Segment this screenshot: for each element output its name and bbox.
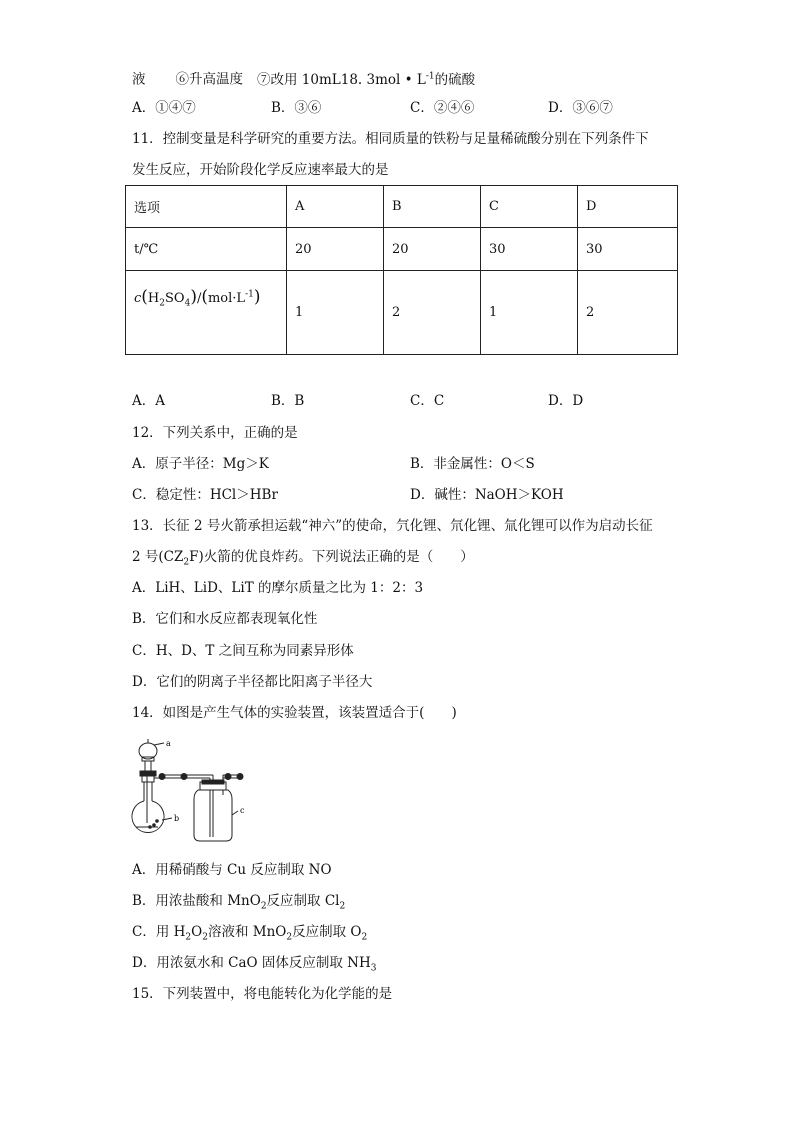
q11-option-d: D．D [548, 393, 584, 409]
label-a: a [166, 739, 171, 748]
round-bottom-flask-icon [132, 776, 172, 832]
q13-stem-line1: 13．长征 2 号火箭承担运载“神六”的使命，氕化锂、氘化锂、氚化锂可以作为启动长征 [132, 518, 653, 534]
label-c: c [240, 806, 245, 815]
table-row-label: t/℃ [126, 228, 287, 271]
table-cell: 2 [384, 271, 481, 355]
q11-stem-line1: 11．控制变量是科学研究的重要方法。相同质量的铁粉与足量稀硫酸分别在下列条件下 [132, 131, 649, 147]
q11-conditions-table [125, 185, 678, 355]
gas-collection-bottle-icon [194, 780, 238, 841]
q12-options-row1 [132, 454, 692, 474]
q10-item-6: ⑥升高温度 [175, 71, 243, 88]
table-header-cell: A [287, 186, 384, 228]
q13-option-a: A．LiH、LiD、LiT 的摩尔质量之比为 1：2：3 [132, 580, 424, 596]
q12-option-b: B．非金属性：O＜S [410, 456, 535, 472]
q13-stem-line2: 2 号$(CZ_2F)$火箭的优良炸药。下列说法正确的是（ ） [132, 549, 474, 568]
q10-option-b: B．③⑥ [271, 100, 322, 116]
table-cell: 20 [384, 228, 481, 271]
q10-option-c: C．②④⑥ [410, 100, 475, 116]
q13-option-b: B．它们和水反应都表现氧化性 [132, 611, 318, 627]
q14-option-c: C．用 $H_2O_2$溶液和 MnO$_2$反应制取 $O_2$ [132, 924, 368, 943]
q10-option-d: D．③⑥⑦ [548, 100, 613, 116]
table-cell: 2 [578, 271, 678, 355]
q14-option-d: D．用浓氨水和 CaO 固体反应制取 $NH_3$ [132, 955, 377, 974]
q12-option-d: D．碱性：NaOH＞KOH [410, 487, 564, 503]
q12-stem: 12．下列关系中，正确的是 [132, 425, 298, 441]
q10-options [132, 98, 692, 118]
q10-continuation-line [132, 66, 475, 90]
q12-options-row2 [132, 485, 692, 505]
table-row-concentration [126, 271, 678, 355]
q12-option-c: C．稳定性：HCl＞HBr [132, 487, 278, 503]
gas-generation-apparatus-diagram [128, 735, 258, 847]
table-header-cell: B [384, 186, 481, 228]
q11-option-c: C．C [410, 393, 445, 409]
q10-item-continuation: 液 [132, 71, 146, 88]
q14-option-b: B．用浓盐酸和 MnO$_2$反应制取 $Cl_2$ [132, 893, 346, 912]
concentration-formula: $c(H_2SO_4)/(mol\cdot L^{-1})$ [134, 287, 261, 309]
q10-item-7: ⑦改用 10mL18. 3mol • $L^{-1}$的硫酸 [257, 71, 476, 88]
separatory-funnel-icon [139, 739, 164, 776]
delivery-tube-icon [154, 774, 243, 838]
q13-option-d: D．它们的阴离子半径都比阳离子半径大 [132, 674, 373, 690]
q13-option-c: C．H、D、T 之间互称为同素异形体 [132, 643, 354, 659]
q10-option-a: A．①④⑦ [132, 100, 196, 116]
label-b: b [174, 814, 180, 823]
table-row-temperature [126, 228, 678, 271]
table-header-row [126, 186, 678, 228]
table-cell: 30 [578, 228, 678, 271]
table-cell: 20 [287, 228, 384, 271]
q11-option-b: B．B [271, 393, 305, 409]
q11-stem-line2: 发生反应，开始阶段化学反应速率最大的是 [132, 162, 389, 178]
table-cell: 1 [287, 271, 384, 355]
table-cell: 30 [481, 228, 578, 271]
table-header-cell: C [481, 186, 578, 228]
q15-stem: 15．下列装置中，将电能转化为化学能的是 [132, 986, 393, 1002]
table-header-cell: D [578, 186, 678, 228]
q11-option-a: A．A [132, 393, 165, 409]
table-header-cell: 选项 [126, 186, 287, 228]
q14-stem: 14．如图是产生气体的实验装置，该装置适合于( ) [132, 705, 457, 721]
q12-option-a: A．原子半径：Mg＞K [132, 456, 269, 472]
q14-option-a: A．用稀硝酸与 Cu 反应制取 NO [132, 862, 332, 878]
q11-options [132, 391, 692, 411]
table-cell: 1 [481, 271, 578, 355]
table-row-label [126, 271, 287, 355]
